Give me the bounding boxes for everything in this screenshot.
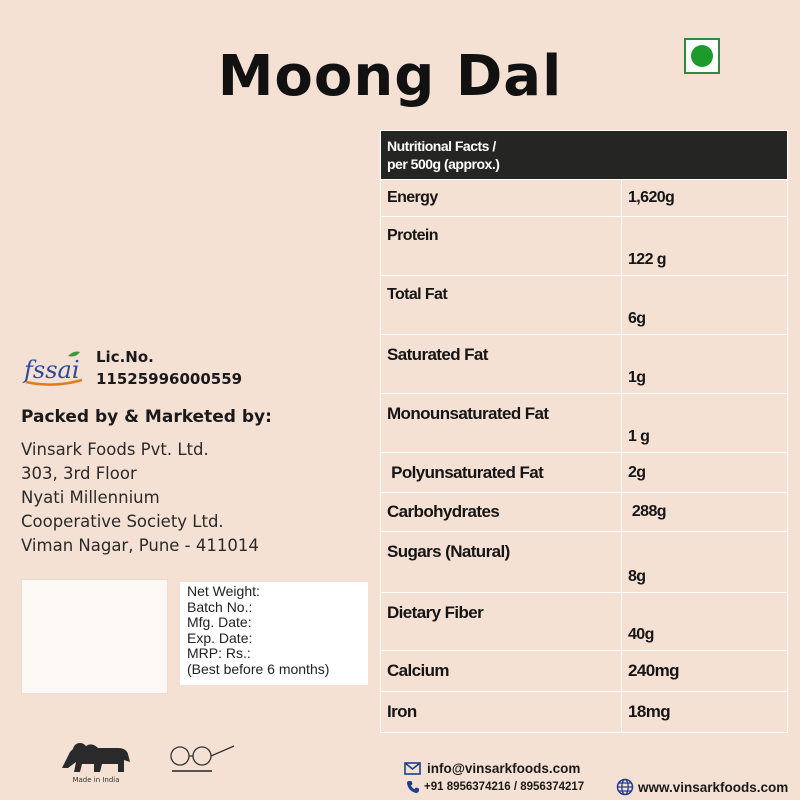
phone-text[interactable]: +91 8956374216 / 8956374217: [424, 781, 585, 793]
batch-info-box: [180, 582, 368, 685]
nutrient-value: 240mg: [622, 651, 788, 692]
nutrient-value: 2g: [622, 453, 788, 493]
mfg-date-label: Mfg. Date:: [187, 614, 252, 630]
mail-icon: [404, 762, 421, 775]
fssai-logo-text: fssai: [24, 356, 80, 384]
nutrient-value: 40g: [622, 593, 788, 651]
nutrient-value: 1,620g: [622, 180, 788, 217]
address-line: Cooperative Society Ltd.: [21, 512, 224, 531]
phone-icon: [406, 780, 420, 794]
phone-contact[interactable]: [406, 780, 584, 794]
nutrient-name: Dietary Fiber: [381, 593, 622, 651]
fssai-logo: [22, 348, 86, 388]
table-row: [381, 217, 788, 276]
made-in-india-label: Made in India: [72, 776, 120, 784]
license-block: [96, 346, 242, 390]
license-number: 11525996000559: [96, 370, 243, 388]
blank-label-area: [21, 579, 168, 694]
table-row: [381, 593, 788, 651]
nutrient-value: 18mg: [622, 692, 788, 733]
nutrient-value: 122 g: [622, 217, 788, 276]
nutrient-name: Polyunsaturated Fat: [381, 453, 622, 493]
email-text[interactable]: info@vinsarkfoods.com: [427, 761, 581, 776]
packer-address: [21, 438, 259, 558]
license-label: Lic.No.: [96, 348, 154, 366]
table-row: [381, 276, 788, 335]
nutrition-table: [380, 130, 788, 733]
nutrient-name: Calcium: [381, 651, 622, 692]
table-row: [381, 180, 788, 217]
nutrient-name: Total Fat: [381, 276, 622, 335]
nutrition-header-serving: per 500g (approx.): [387, 156, 500, 172]
nutrient-name: Saturated Fat: [381, 335, 622, 394]
nutrient-value: 288g: [622, 493, 788, 532]
nutrient-name: Energy: [381, 180, 622, 217]
nutrient-value: 8g: [622, 532, 788, 593]
table-row: [381, 453, 788, 493]
table-row: [381, 493, 788, 532]
table-row: [381, 335, 788, 394]
table-row: [381, 394, 788, 453]
nutrition-header: [381, 131, 788, 180]
address-line: Viman Nagar, Pune - 411014: [21, 536, 259, 555]
nutrient-value: 1 g: [622, 394, 788, 453]
net-weight-label: Net Weight:: [187, 583, 260, 599]
globe-icon: [616, 778, 634, 796]
table-row: [381, 692, 788, 733]
nutrient-value: 1g: [622, 335, 788, 394]
table-row: [381, 651, 788, 692]
product-title: Moong Dal: [217, 44, 563, 109]
exp-date-label: Exp. Date:: [187, 629, 253, 646]
nutrient-name: Carbohydrates: [381, 493, 622, 532]
email-contact[interactable]: [404, 761, 580, 776]
table-row: [381, 532, 788, 593]
packed-by-heading: Packed by & Marketed by:: [21, 407, 272, 427]
veg-symbol-icon: [684, 38, 720, 74]
nutrition-header-title: Nutritional Facts /: [387, 138, 496, 154]
address-line: Nyati Millennium: [21, 488, 160, 507]
address-line: 303, 3rd Floor: [21, 464, 137, 483]
nutrient-name: Protein: [381, 217, 622, 276]
nutrient-name: Monounsaturated Fat: [381, 394, 622, 453]
address-line: Vinsark Foods Pvt. Ltd.: [21, 440, 209, 459]
mrp-label: MRP: Rs.:: [187, 645, 251, 661]
batch-no-label: Batch No.:: [187, 598, 253, 615]
nutrient-name: Iron: [381, 692, 622, 733]
swachh-bharat-icon: [164, 742, 238, 778]
nutrient-name: Sugars (Natural): [381, 532, 622, 593]
nutrient-value: 6g: [622, 276, 788, 335]
best-before-note: (Best before 6 months): [187, 660, 330, 677]
website-contact[interactable]: [616, 778, 788, 796]
website-text[interactable]: www.vinsarkfoods.com: [638, 779, 789, 795]
lion-emblem-icon: [58, 738, 134, 778]
